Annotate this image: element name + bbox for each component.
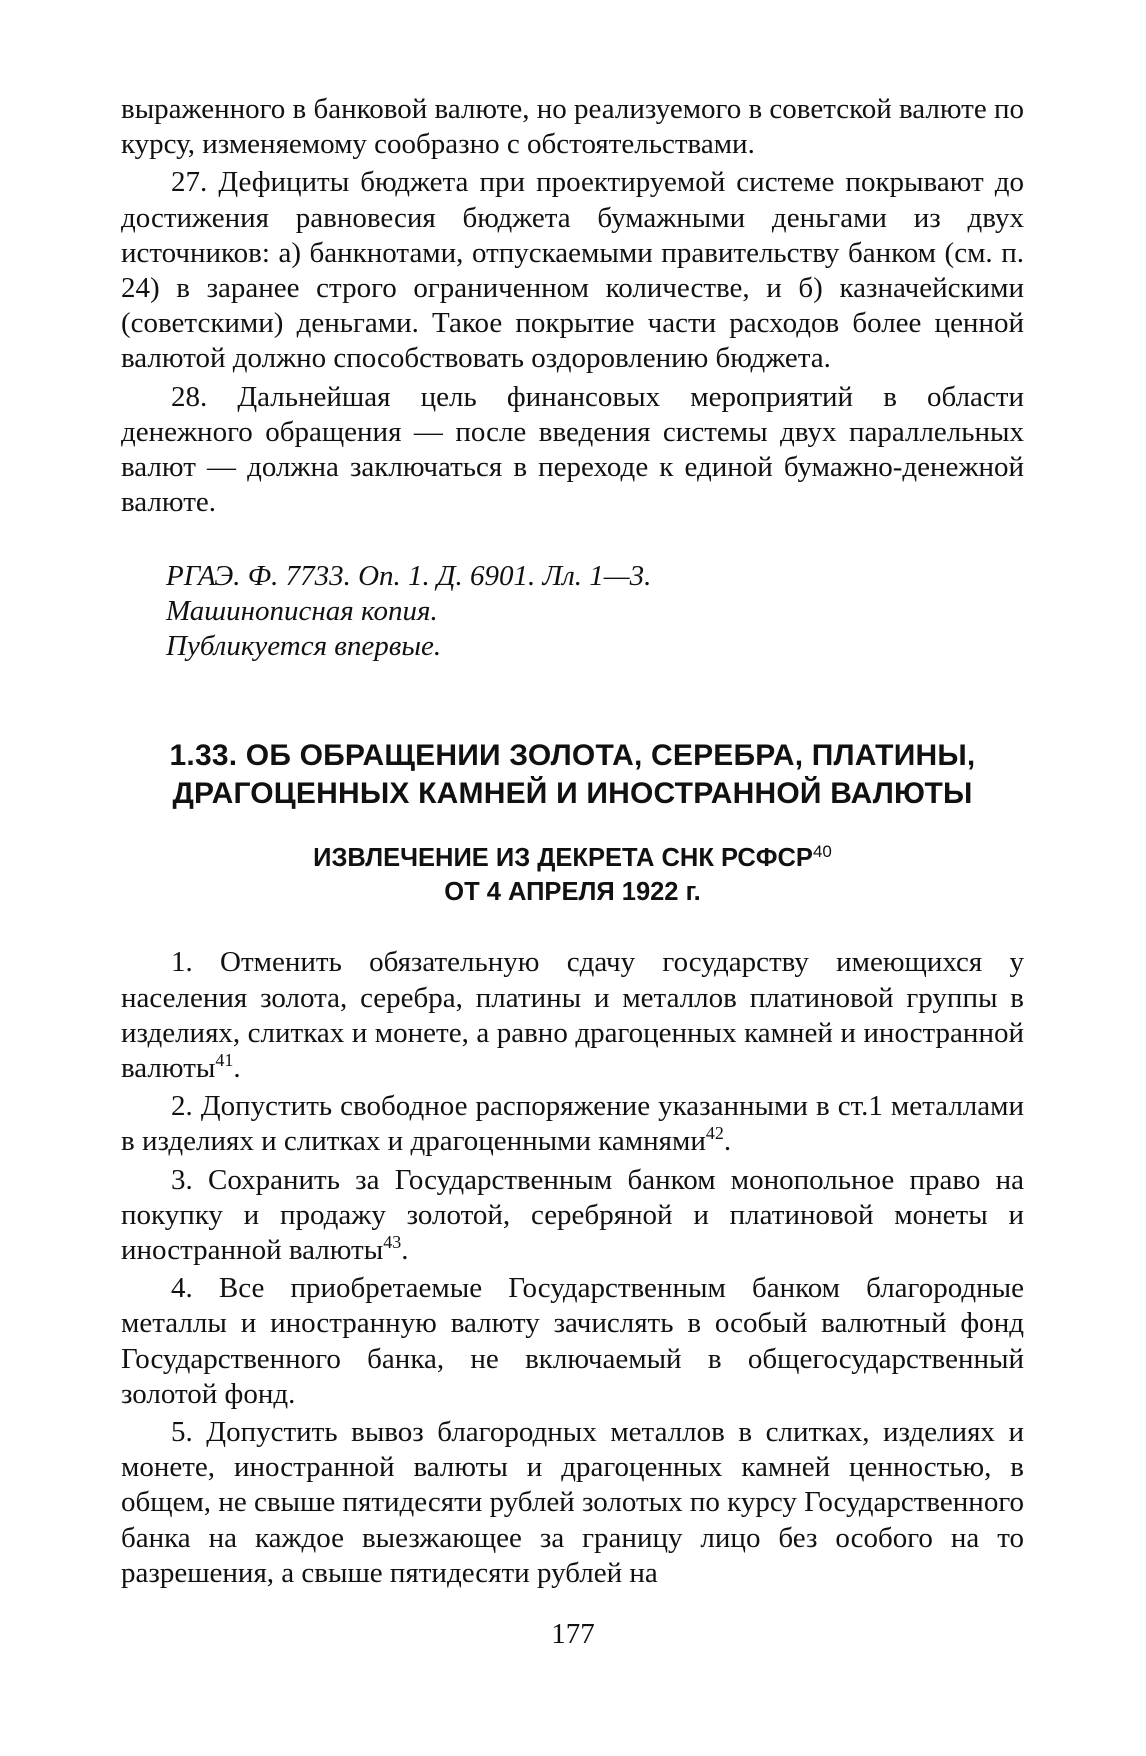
publication-note: Публикуется впервые.: [166, 630, 442, 663]
footnote-ref-42[interactable]: 42: [705, 1123, 724, 1144]
section-title: [121, 737, 1024, 813]
decree-items: [121, 945, 1024, 1591]
footnote-ref-41[interactable]: 41: [215, 1050, 234, 1071]
decree-item-tail: .: [233, 1052, 241, 1085]
continuation-paragraph: выраженного в банковой валюте, но реализуемого в советской валюте по курсу, изменяемому сообразно с обстоятельствами.: [121, 93, 1024, 161]
section-title-line-1: 1.33. ОБ ОБРАЩЕНИИ ЗОЛОТА, СЕРЕБРА, ПЛАТИНЫ,: [169, 739, 976, 773]
decree-item-5: 5. Допустить вывоз благородных металлов в слитках, изделиях и монете, иностранной валюты и драгоценных камней ценностью, в общем, не свыше пятидесяти рублей золотых по курсу Государственного банка на каждое выезжающее за границу лицо без особого на то разрешения, а свыше пятидесяти рублей на: [121, 1416, 1024, 1589]
decree-item-2: [121, 1089, 1024, 1159]
subtitle-text: ИЗВЛЕЧЕНИЕ ИЗ ДЕКРЕТА СНК РСФСР: [313, 844, 813, 873]
decree-item-3: [121, 1163, 1024, 1269]
decree-item-text: 1. Отменить обязательную сдачу государству имеющихся у населения золота, серебра, платины и металлов платиновой группы в изделиях, слитках и монете, а равно драгоценных камней и иностранной валюты: [121, 946, 1024, 1085]
paragraph-28: 28. Дальнейшая цель финансовых мероприятий в области денежного обращения — после введения системы двух параллельных валют — должна заключаться в переходе к единой бумажно-денежной валюте.: [121, 380, 1024, 519]
decree-item-text: 2. Допустить свободное распоряжение указанными в ст.1 металлами в изделиях и слитках и драгоценными камнями: [121, 1090, 1024, 1158]
copy-type-note: Машинописная копия.: [166, 595, 438, 628]
section-title-line-2: ДРАГОЦЕННЫХ КАМНЕЙ И ИНОСТРАННОЙ ВАЛЮТЫ: [172, 777, 973, 811]
paragraph-27: 27. Дефициты бюджета при проектируемой системе покрывают до достижения равновесия бюджета бумажными деньгами из двух источников: а) банкнотами, отпускаемыми правительству банком (см. п. 24) в заранее строго ограниченном количестве, и б) казначейскими (советскими) деньгами. Такое покрытие части расходов более ценной валютой должно способствовать оздоровлению бюджета.: [121, 166, 1024, 375]
decree-item-text: 3. Сохранить за Государственным банком монопольное право на покупку и продажу золотой, серебряной и платиновой монеты и иностранной валюты: [121, 1163, 1024, 1267]
decree-item-4: 4. Все приобретаемые Государственным банком благородные металлы и иностранную валюту зачислять в особый валютный фонд Государственного банка, не включаемый в общегосударственный золотой фонд.: [121, 1272, 1024, 1410]
subtitle-line-1: [121, 841, 1024, 875]
document-page: [121, 92, 1024, 1594]
section-subtitle: [121, 841, 1024, 909]
decree-item-tail: .: [723, 1125, 732, 1158]
archive-source-note: [121, 559, 1024, 664]
footnote-ref-43[interactable]: 43: [383, 1232, 402, 1253]
subtitle-line-2: ОТ 4 АПРЕЛЯ 1922 г.: [444, 878, 701, 907]
footnote-ref-40[interactable]: 40: [812, 842, 832, 862]
decree-item-1: [121, 945, 1024, 1086]
archive-reference: РГАЭ. Ф. 7733. Оп. 1. Д. 6901. Лл. 1—3.: [166, 560, 652, 593]
page-number: 177: [551, 1618, 595, 1650]
decree-item-tail: .: [401, 1234, 409, 1267]
